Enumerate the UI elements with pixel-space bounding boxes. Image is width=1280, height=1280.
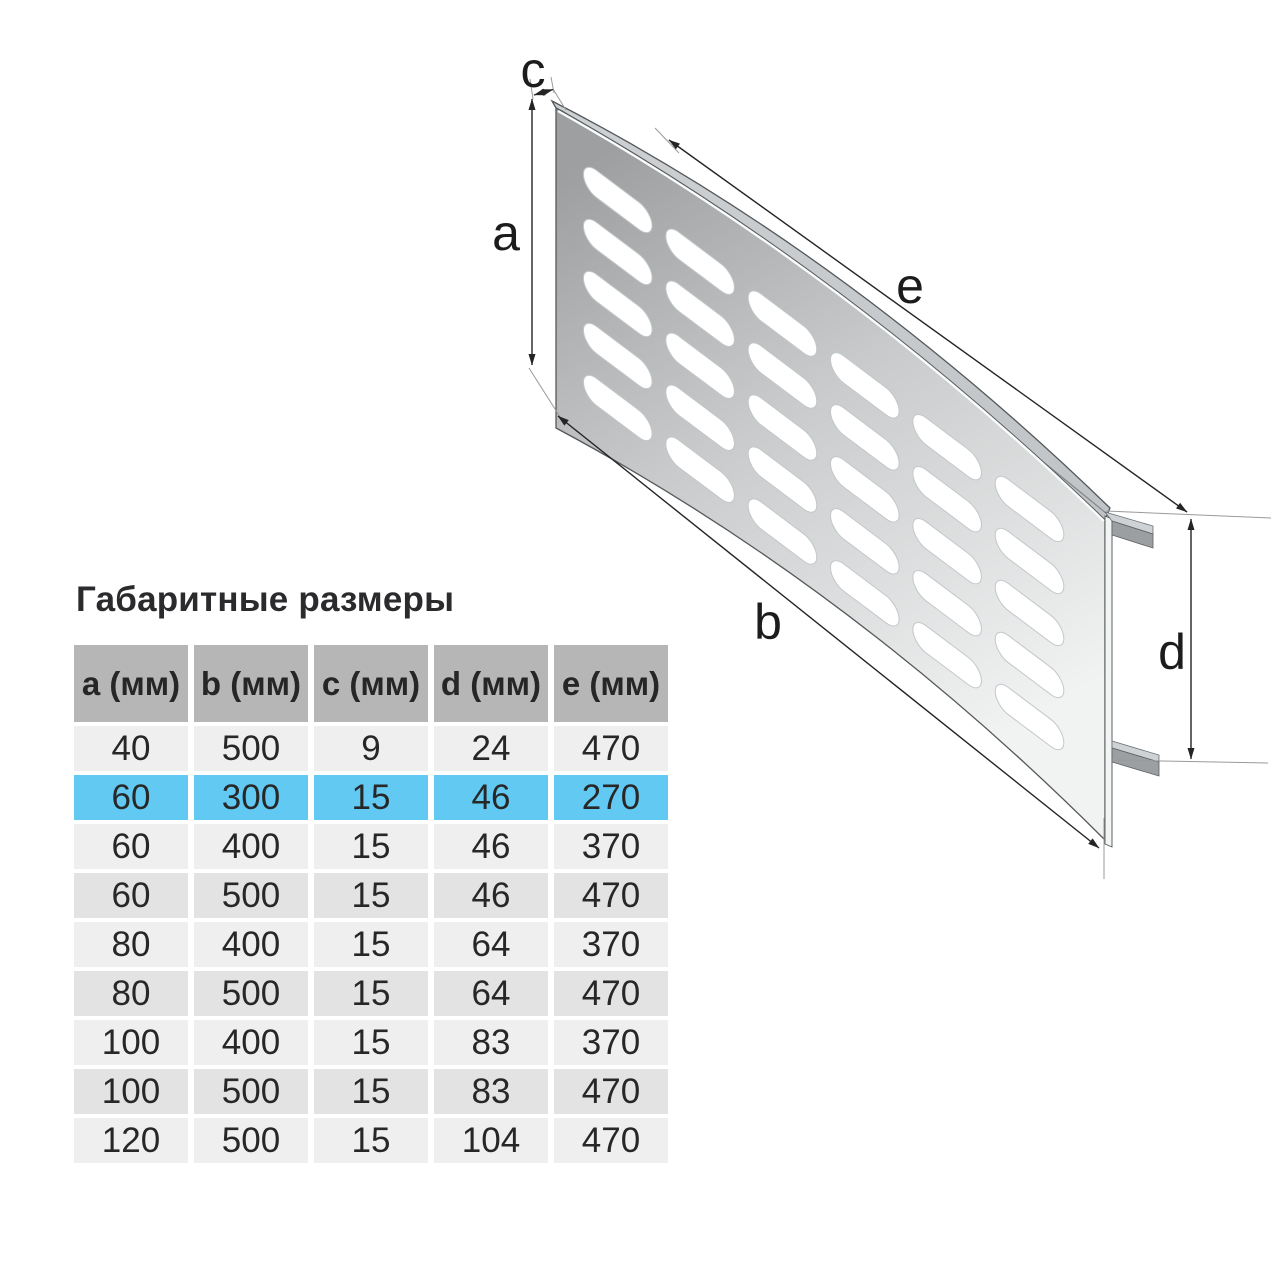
table-cell: 46 [434,824,548,869]
dim-label-b: b [754,594,782,650]
table-cell: 15 [314,873,428,918]
table-cell: 15 [314,971,428,1016]
table-cell: 470 [554,726,668,771]
table-cell: 15 [314,824,428,869]
table-cell: 83 [434,1020,548,1065]
table-cell: 400 [194,922,308,967]
table-cell: 300 [194,775,308,820]
table-cell: 9 [314,726,428,771]
table-cell: 470 [554,971,668,1016]
table-cell: 400 [194,1020,308,1065]
column-header: a (мм) [74,645,188,722]
table-cell: 100 [74,1069,188,1114]
table-cell: 24 [434,726,548,771]
table-cell: 40 [74,726,188,771]
column-header: e (мм) [554,645,668,722]
table-cell: 270 [554,775,668,820]
page-title: Габаритные размеры [76,580,455,619]
table-cell: 80 [74,971,188,1016]
table-cell: 15 [314,922,428,967]
dim-label-c: c [520,42,546,98]
table-cell: 83 [434,1069,548,1114]
table-cell: 500 [194,1118,308,1163]
table-cell: 370 [554,1020,668,1065]
table-cell: 470 [554,873,668,918]
table-cell: 100 [74,1020,188,1065]
table-cell: 64 [434,971,548,1016]
table-cell: 46 [434,775,548,820]
table-cell: 15 [314,1118,428,1163]
table-cell: 15 [314,1020,428,1065]
table-cell: 60 [74,824,188,869]
grille-right-edge [1105,516,1112,847]
table-cell: 46 [434,873,548,918]
table-cell: 64 [434,922,548,967]
column-header: d (мм) [434,645,548,722]
table-cell: 120 [74,1118,188,1163]
table-cell: 500 [194,726,308,771]
dim-label-e: e [896,258,924,314]
table-cell: 104 [434,1118,548,1163]
table-cell: 370 [554,824,668,869]
dimensions-table [74,645,668,1163]
table-cell: 370 [554,922,668,967]
column-header: c (мм) [314,645,428,722]
table-cell: 60 [74,775,188,820]
table-cell: 15 [314,775,428,820]
table-cell: 500 [194,971,308,1016]
dim-label-a: a [492,205,520,261]
column-header: b (мм) [194,645,308,722]
table-cell: 470 [554,1069,668,1114]
table-cell: 500 [194,873,308,918]
table-cell: 15 [314,1069,428,1114]
dim-label-d: d [1158,624,1186,680]
table-cell: 80 [74,922,188,967]
table-cell: 60 [74,873,188,918]
table-cell: 500 [194,1069,308,1114]
table-cell: 470 [554,1118,668,1163]
table-cell: 400 [194,824,308,869]
